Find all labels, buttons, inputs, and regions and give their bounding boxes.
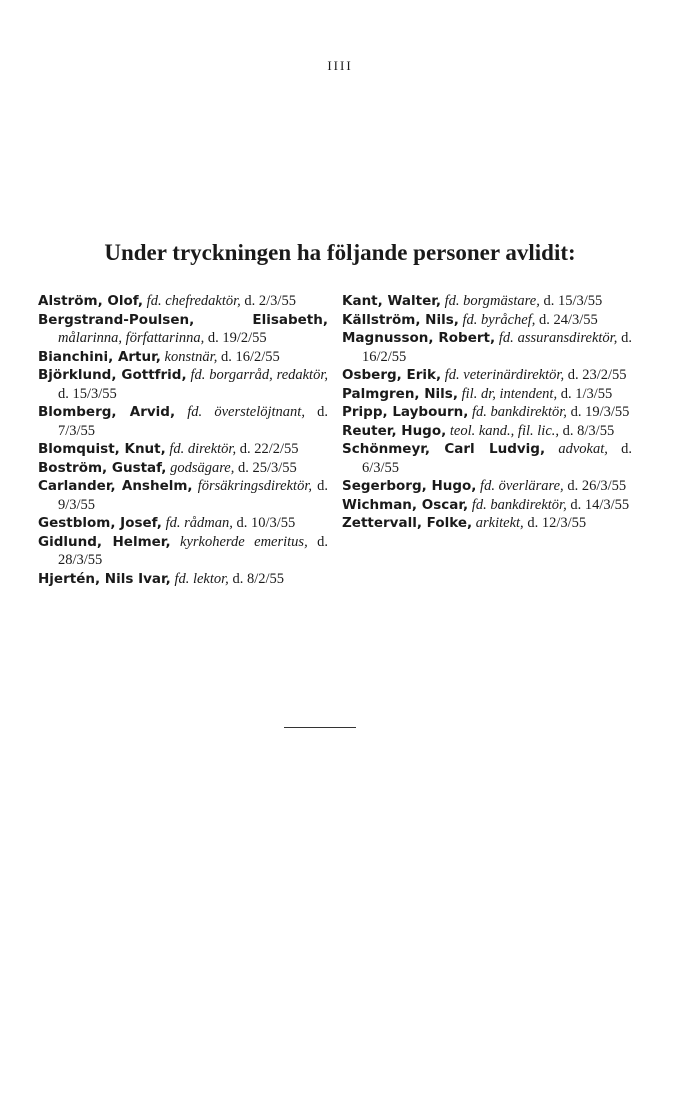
death-date: d. 26/3/55 bbox=[567, 478, 627, 494]
death-date: d. 12/3/55 bbox=[527, 515, 587, 531]
death-date: d. 8/3/55 bbox=[562, 422, 615, 439]
person-name: Magnusson, Robert, bbox=[342, 330, 496, 346]
death-date: d. 14/3/55 bbox=[570, 496, 630, 513]
death-date: d. 22/2/55 bbox=[239, 441, 299, 457]
list-item bbox=[342, 329, 632, 366]
death-date: d. 23/2/55 bbox=[567, 367, 627, 383]
list-item bbox=[342, 366, 632, 385]
death-date: d. 1/3/55 bbox=[560, 385, 613, 402]
death-date: d. 6/3/55 bbox=[362, 441, 632, 476]
person-name: Blomberg, Arvid, bbox=[38, 404, 176, 420]
person-name: Osberg, Erik, bbox=[342, 367, 442, 383]
person-name: Bergstrand-Poulsen, Elisabeth, bbox=[38, 311, 328, 328]
person-title: fd. direktör, bbox=[169, 441, 237, 457]
person-name: Schönmeyr, Carl Ludvig, bbox=[342, 441, 546, 457]
person-name: Zettervall, Folke, bbox=[342, 515, 473, 531]
person-name: Carlander, Anshelm, bbox=[38, 478, 193, 494]
death-date: d. 15/3/55 bbox=[543, 293, 603, 309]
person-title: fd. borgarråd, redaktör, bbox=[190, 367, 328, 383]
death-date: d. 2/3/55 bbox=[244, 293, 296, 309]
death-date: d. 15/3/55 bbox=[58, 385, 117, 402]
person-name: Palmgren, Nils, bbox=[342, 385, 458, 402]
person-title: försäkringsdirektör, bbox=[197, 478, 312, 494]
person-name: Kant, Walter, bbox=[342, 293, 442, 309]
person-title: fd. assuransdirektör, bbox=[498, 330, 618, 346]
person-title: fd. chefredaktör, bbox=[146, 293, 241, 309]
person-title: fd. borgmästare, bbox=[444, 293, 540, 309]
person-title: fd. bankdirektör, bbox=[472, 404, 567, 420]
list-item bbox=[342, 403, 632, 422]
person-name: Hjertén, Nils Ivar, bbox=[38, 570, 171, 587]
death-date: d. 7/3/55 bbox=[58, 404, 329, 439]
person-title: fd. bankdirektör, bbox=[471, 496, 567, 513]
death-date: d. 10/3/55 bbox=[236, 515, 296, 531]
list-item bbox=[342, 514, 632, 533]
person-title: målarinna, författarinna, bbox=[58, 330, 205, 346]
person-name: Segerborg, Hugo, bbox=[342, 478, 477, 494]
person-title: konstnär, bbox=[164, 348, 218, 365]
list-item bbox=[38, 570, 328, 589]
list-item bbox=[38, 292, 328, 311]
list-item bbox=[38, 311, 328, 348]
death-date: d. 25/3/55 bbox=[238, 459, 297, 476]
list-item bbox=[342, 385, 632, 404]
person-title: teol. kand., fil. lic., bbox=[449, 422, 560, 439]
death-date: d. 16/2/55 bbox=[362, 330, 632, 365]
death-date: d. 16/2/55 bbox=[220, 348, 280, 365]
person-title: fd. veterinärdirektör, bbox=[444, 367, 565, 383]
list-item bbox=[38, 440, 328, 459]
person-name: Björklund, Gottfrid, bbox=[38, 367, 187, 383]
list-item bbox=[342, 496, 632, 515]
obituary-list-left bbox=[38, 292, 328, 588]
obituary-list-right bbox=[342, 292, 632, 533]
list-item bbox=[342, 440, 632, 477]
list-item bbox=[342, 311, 632, 330]
list-item bbox=[342, 292, 632, 311]
person-name: Blomquist, Knut, bbox=[38, 441, 166, 457]
list-item bbox=[38, 514, 328, 533]
death-date: d. 9/3/55 bbox=[58, 478, 329, 513]
person-title: fd. rådman, bbox=[165, 515, 233, 531]
person-name: Gestblom, Josef, bbox=[38, 515, 162, 531]
person-name: Wichman, Oscar, bbox=[342, 496, 469, 513]
person-title: fd. överlärare, bbox=[480, 478, 564, 494]
section-divider bbox=[284, 727, 356, 728]
person-name: Källström, Nils, bbox=[342, 311, 459, 328]
list-item bbox=[342, 477, 632, 496]
person-title: fd. överstelöjtnant, bbox=[187, 404, 305, 420]
person-name: Pripp, Laybourn, bbox=[342, 404, 469, 420]
death-date: d. 28/3/55 bbox=[58, 533, 328, 568]
person-title: godsägare, bbox=[170, 459, 235, 476]
death-date: d. 24/3/55 bbox=[539, 311, 598, 328]
page-title: Under tryckningen ha följande personer avlidit: bbox=[104, 240, 576, 265]
list-item bbox=[38, 348, 328, 367]
list-item bbox=[38, 403, 328, 440]
person-title: fil. dr, intendent, bbox=[461, 385, 558, 402]
person-name: Alström, Olof, bbox=[38, 293, 144, 309]
list-item bbox=[38, 477, 328, 514]
person-title: advokat, bbox=[558, 441, 608, 457]
list-item bbox=[38, 533, 328, 570]
list-item bbox=[342, 422, 632, 441]
death-date: d. 8/2/55 bbox=[232, 570, 284, 587]
person-title: arkitekt, bbox=[475, 515, 524, 531]
person-name: Gidlund, Helmer, bbox=[38, 533, 171, 550]
person-title: fd. lektor, bbox=[174, 570, 229, 587]
person-title: fd. byråchef, bbox=[462, 311, 536, 328]
death-date: d. 19/2/55 bbox=[207, 330, 267, 346]
list-item bbox=[38, 366, 328, 403]
list-item bbox=[38, 459, 328, 478]
person-name: Boström, Gustaf, bbox=[38, 459, 167, 476]
person-name: Bianchini, Artur, bbox=[38, 348, 161, 365]
page-number: IIII bbox=[327, 58, 353, 73]
person-name: Reuter, Hugo, bbox=[342, 422, 447, 439]
death-date: d. 19/3/55 bbox=[570, 404, 630, 420]
person-title: kyrkoherde emeritus, bbox=[180, 533, 308, 550]
